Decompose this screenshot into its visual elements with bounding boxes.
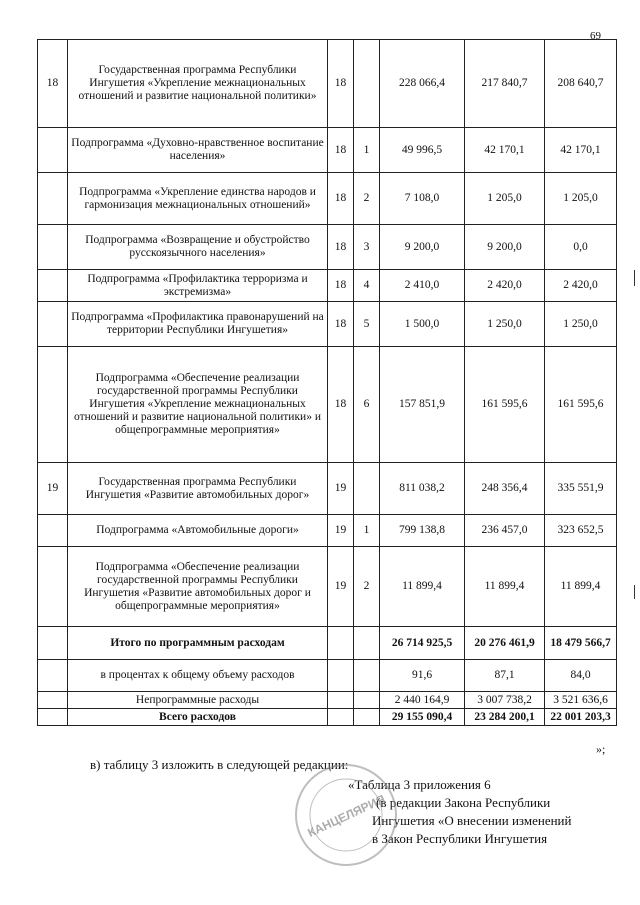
total-year-3: 3 521 636,6 <box>545 692 617 709</box>
table-row <box>38 347 617 463</box>
amount-year-1: 7 108,0 <box>380 173 465 225</box>
amount-year-3: 1 205,0 <box>545 173 617 225</box>
amount-year-2: 2 420,0 <box>465 270 545 302</box>
table-row <box>38 225 617 270</box>
program-name: Государственная программа Республики Ингушетия «Развитие автомобильных дорог» <box>68 463 328 515</box>
closing-quote: »; <box>596 742 606 756</box>
amount-year-1: 9 200,0 <box>380 225 465 270</box>
total-year-2: 3 007 738,2 <box>465 692 545 709</box>
amount-year-1: 49 996,5 <box>380 128 465 173</box>
subprogram-code <box>354 692 380 709</box>
amount-year-3: 161 595,6 <box>545 347 617 463</box>
row-number <box>38 692 68 709</box>
table-row <box>38 547 617 627</box>
amount-year-3: 335 551,9 <box>545 463 617 515</box>
program-name: Подпрограмма «Обеспечение реализации государственной программы Республики Ингушетия «Развитие автомобильных дорог и общепрограммные мероприятия» <box>68 547 328 627</box>
program-code <box>328 709 354 726</box>
amount-year-3: 1 250,0 <box>545 302 617 347</box>
row-number <box>38 627 68 660</box>
total-year-2: 20 276 461,9 <box>465 627 545 660</box>
amount-year-2: 236 457,0 <box>465 515 545 547</box>
amount-year-2: 248 356,4 <box>465 463 545 515</box>
total-label: в процентах к общему объему расходов <box>68 660 328 692</box>
row-number <box>38 302 68 347</box>
subprogram-code <box>354 660 380 692</box>
table-row <box>38 302 617 347</box>
subprogram-code <box>354 463 380 515</box>
row-number <box>38 660 68 692</box>
page-number: 69 <box>590 30 601 42</box>
amount-year-3: 42 170,1 <box>545 128 617 173</box>
total-year-1: 26 714 925,5 <box>380 627 465 660</box>
program-name: Подпрограмма «Профилактика терроризма и экстремизма» <box>68 270 328 302</box>
amount-year-3: 2 420,0 <box>545 270 617 302</box>
program-code: 19 <box>328 463 354 515</box>
total-row <box>38 692 617 709</box>
program-code: 18 <box>328 347 354 463</box>
amount-year-3: 208 640,7 <box>545 40 617 128</box>
program-name: Подпрограмма «Обеспечение реализации государственной программы Республики Ингушетия «Укрепление межнациональных отношений и развитие национальной политики» и общепрограммные мероприятия» <box>68 347 328 463</box>
table-row <box>38 515 617 547</box>
total-label: Всего расходов <box>68 709 328 726</box>
program-name: Подпрограмма «Профилактика правонарушений на территории Республики Ингушетия» <box>68 302 328 347</box>
total-year-3: 84,0 <box>545 660 617 692</box>
expenditure-table <box>37 39 617 726</box>
subprogram-code <box>354 40 380 128</box>
row-number <box>38 173 68 225</box>
subprogram-code: 2 <box>354 173 380 225</box>
subprogram-code: 1 <box>354 128 380 173</box>
instruction-text: в) таблицу 3 изложить в следующей редакции: <box>90 757 349 772</box>
amount-year-2: 11 899,4 <box>465 547 545 627</box>
margin-mark <box>634 585 635 599</box>
total-year-1: 2 440 164,9 <box>380 692 465 709</box>
amount-year-3: 11 899,4 <box>545 547 617 627</box>
program-code: 18 <box>328 173 354 225</box>
total-year-1: 29 155 090,4 <box>380 709 465 726</box>
row-number <box>38 225 68 270</box>
amount-year-3: 0,0 <box>545 225 617 270</box>
amount-year-2: 9 200,0 <box>465 225 545 270</box>
total-row <box>38 660 617 692</box>
row-number <box>38 709 68 726</box>
program-name: Подпрограмма «Укрепление единства народов и гармонизация межнациональных отношений» <box>68 173 328 225</box>
program-code: 18 <box>328 128 354 173</box>
amount-year-1: 811 038,2 <box>380 463 465 515</box>
amount-year-2: 1 250,0 <box>465 302 545 347</box>
amount-year-2: 217 840,7 <box>465 40 545 128</box>
amount-year-2: 42 170,1 <box>465 128 545 173</box>
subprogram-code <box>354 627 380 660</box>
row-number <box>38 515 68 547</box>
table-row <box>38 173 617 225</box>
program-code <box>328 660 354 692</box>
caption-line-1: «Таблица 3 приложения 6 <box>348 777 491 792</box>
amount-year-1: 11 899,4 <box>380 547 465 627</box>
total-year-1: 91,6 <box>380 660 465 692</box>
total-row <box>38 709 617 726</box>
amount-year-1: 228 066,4 <box>380 40 465 128</box>
subprogram-code: 6 <box>354 347 380 463</box>
subprogram-code <box>354 709 380 726</box>
stamp-text: КАНЦЕЛЯРИЯ <box>305 791 388 840</box>
program-code <box>328 692 354 709</box>
caption-line-3: Ингушетия «О внесении изменений <box>372 813 572 828</box>
row-number <box>38 128 68 173</box>
total-row <box>38 627 617 660</box>
total-label: Итого по программным расходам <box>68 627 328 660</box>
amount-year-2: 1 205,0 <box>465 173 545 225</box>
caption-line-4: в Закон Республики Ингушетия <box>372 831 548 846</box>
amount-year-3: 323 652,5 <box>545 515 617 547</box>
caption-line-2: (в редакции Закона Республики <box>376 795 551 810</box>
row-number: 18 <box>38 40 68 128</box>
subprogram-code: 4 <box>354 270 380 302</box>
program-name: Подпрограмма «Автомобильные дороги» <box>68 515 328 547</box>
amount-year-1: 157 851,9 <box>380 347 465 463</box>
amount-year-1: 799 138,8 <box>380 515 465 547</box>
total-year-2: 87,1 <box>465 660 545 692</box>
program-code: 18 <box>328 270 354 302</box>
program-code: 18 <box>328 302 354 347</box>
amount-year-1: 2 410,0 <box>380 270 465 302</box>
program-code: 18 <box>328 225 354 270</box>
program-name: Подпрограмма «Возвращение и обустройство русскоязычного населения» <box>68 225 328 270</box>
amount-year-2: 161 595,6 <box>465 347 545 463</box>
table-row <box>38 270 617 302</box>
program-code <box>328 627 354 660</box>
table-row <box>38 128 617 173</box>
row-number <box>38 270 68 302</box>
table-row <box>38 463 617 515</box>
table-row <box>38 40 617 128</box>
row-number <box>38 347 68 463</box>
program-code: 19 <box>328 515 354 547</box>
row-number: 19 <box>38 463 68 515</box>
margin-mark <box>634 270 635 286</box>
program-name: Государственная программа Республики Ингушетия «Укрепление межнациональных отношений и развитие национальной политики» <box>68 40 328 128</box>
subprogram-code: 5 <box>354 302 380 347</box>
total-label: Непрограммные расходы <box>68 692 328 709</box>
program-code: 19 <box>328 547 354 627</box>
total-year-3: 18 479 566,7 <box>545 627 617 660</box>
subprogram-code: 3 <box>354 225 380 270</box>
amount-year-1: 1 500,0 <box>380 302 465 347</box>
chancellery-stamp <box>286 760 406 870</box>
program-code: 18 <box>328 40 354 128</box>
total-year-2: 23 284 200,1 <box>465 709 545 726</box>
subprogram-code: 2 <box>354 547 380 627</box>
subprogram-code: 1 <box>354 515 380 547</box>
row-number <box>38 547 68 627</box>
program-name: Подпрограмма «Духовно-нравственное воспитание населения» <box>68 128 328 173</box>
total-year-3: 22 001 203,3 <box>545 709 617 726</box>
